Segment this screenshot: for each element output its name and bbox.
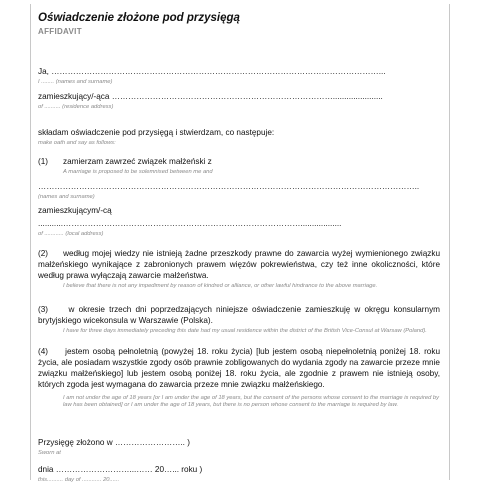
date-line: dnia ………………………...…… 20…... roku ) <box>38 465 203 474</box>
date-hint: this.......... day of ............ 20...... <box>38 477 120 483</box>
name-line: Ja, …………………………………………………………………………………………………………... <box>38 67 386 76</box>
item-1-text: zamierzam zawrzeć związek małżeński z <box>63 157 212 166</box>
item-2-hint: I believe that there is not any impediment by reason of kindred or alliance, or other lawful hindrance to the above marriage. <box>63 283 378 289</box>
partner-name-hint: (names and surname) <box>38 194 95 200</box>
document-subtitle: AFFIDAVIT <box>38 27 82 36</box>
item-1-number: (1) <box>38 157 49 166</box>
item-1-hint: A marriage is proposed to be solemnised between me and <box>63 169 213 175</box>
item-2-number: (2) <box>38 249 49 258</box>
item-3-number: (3) <box>38 305 49 314</box>
statement-hint: make oath and say as follows: <box>38 140 116 146</box>
item-4-number: (4) <box>38 347 49 356</box>
item-4-hint: I am not under the age of 18 years [or I am under the age of 18 years, but the consent of the persons whose consent to the marriage is required by law has been obtained] or I am under the age of 18 years, but there is no person whose consent to the marriage is required by law. <box>63 395 440 408</box>
document-page <box>30 4 450 483</box>
partner-residence-hint: of ............ (local address) <box>38 231 104 237</box>
partner-residence-label: zamieszkującym/-cą <box>38 206 112 215</box>
sworn-at-hint: Sworn at <box>38 450 61 456</box>
item-3-hint: I have for three days immediately preceding this date had my usual residence within the district of the British Vice-Consul at Warsaw (Poland). <box>63 328 427 334</box>
document-title: Oświadczenie złożone pod przysięgą <box>38 12 240 24</box>
partner-residence-line: ...........…………………………………………………………………………….................. <box>38 219 342 228</box>
residence-line: zamieszkujący/-ąca ………………………………………………………………………...................... <box>38 92 383 101</box>
item-4 <box>38 346 440 390</box>
partner-name-line: ………………………………………………………………………………………………………………………….. <box>38 182 420 191</box>
residence-hint: of .......... (residence address) <box>38 104 114 110</box>
sworn-at-line: Przysięgę złożono w …………………….. ) <box>38 438 190 447</box>
item-4-text: jestem osobą pełnoletnią (powyżej 18. roku życia) [lub jestem osobą niepełnoletnią poniżej 18. roku życia, ale posiadam wszystkie zgody osób prawnie zobligowanych do wydania zgody na zawarcie przeze mnie związku małżeńskiego] lub jestem osobą poniżej 18. roku życia, ale zgodnie z prawem nie istnieją osoby, których zgoda jest wymagana do zawarcia przeze mnie związku małżeńskiego. <box>38 347 441 389</box>
statement-text: składam oświadczenie pod przysięgą i stwierdzam, co następuje: <box>38 128 275 137</box>
item-3 <box>38 304 440 326</box>
item-3-text: w okresie trzech dni poprzedzających niniejsze oświadczenie zamieszkuję w okręgu konsularnym brytyjskiego wicekonsula w Warszawie (Polska). <box>38 305 440 325</box>
item-2-text: według mojej wiedzy nie istnieją żadne przeszkody prawne do zawarcia wyżej wymienionego związku małżeńskiego wynikające z zabronionych prawem więzów pokrewieństwa, czy też inne okoliczności, które według prawa wyłączają zawarcie małżeństwa. <box>38 249 441 280</box>
item-2 <box>38 248 440 281</box>
name-hint: I ........ (names and surname) <box>38 79 113 85</box>
